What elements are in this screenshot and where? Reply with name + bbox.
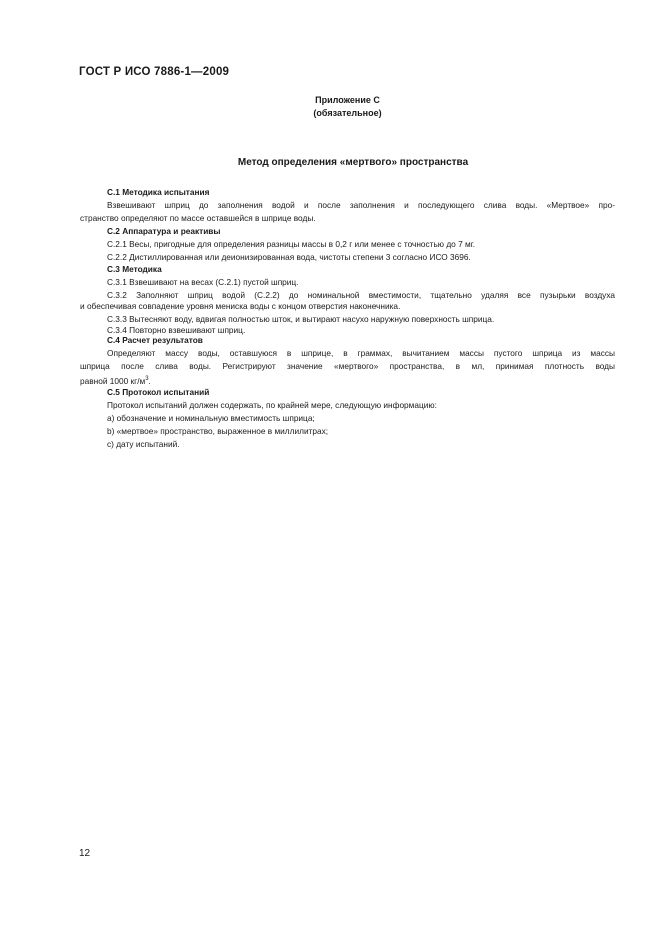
c5-item-a: а) обозначение и номинальную вместимость шприца; [107, 413, 315, 423]
section-heading-c1: С.1 Методика испытания [107, 187, 210, 197]
c2-item2: С.2.2 Дистиллированная или деионизированная вода, чистоты степени 3 согласно ИСО 3696. [107, 252, 471, 262]
page-number: 12 [79, 848, 91, 859]
section-heading-c4: С.4 Расчет результатов [107, 335, 203, 345]
appendix-status: (обязательное) [313, 108, 382, 118]
section-heading-c2: С.2 Аппаратура и реактивы [107, 226, 221, 236]
section-heading-c3: С.3 Методика [107, 264, 162, 274]
c3-item2-line2: и обеспечивая совпадение уровня мениска воды с концом отверстия наконечника. [80, 301, 401, 311]
c5-item-c: с) дату испытаний. [107, 439, 180, 449]
appendix-label: Приложение С [315, 95, 380, 105]
paragraph-line [80, 360, 615, 373]
c3-item1: С.3.1 Взвешивают на весах (С.2.1) пустой шприц. [107, 277, 299, 287]
c3-item3: С.3.3 Вытесняют воду, вдвигая полностью шток, и вытирают насухо наружную поверхность шприца. [107, 314, 495, 324]
page-title: Метод определения «мертвого» пространства [237, 157, 469, 168]
c5-item-b: b) «мертвое» пространство, выраженное в миллилитрах; [107, 426, 329, 436]
c5-intro: Протокол испытаний должен содержать, по крайней мере, следующую информацию: [107, 400, 437, 410]
c4-line3-end: . [148, 375, 151, 386]
c4-superscript: 3 [145, 376, 149, 382]
paragraph-line [107, 199, 615, 212]
c3-item4: С.3.4 Повторно взвешивают шприц. [107, 325, 246, 335]
c4-line1: Определяют массу воды, оставшуюся в шприце, в граммах, вычитанием массы пустого шприца из массы [107, 348, 615, 358]
document-header: ГОСТ Р ИСО 7886-1—2009 [79, 66, 230, 78]
c3-item2-line1: С.3.2 Заполняют шприц водой (С.2.2) до номинальной вместимости, тщательно удаляя все пузырьки воздуха [107, 290, 615, 300]
section-heading-c5: С.5 Протокол испытаний [107, 387, 210, 397]
c4-line2: шприца после слива воды. Регистрируют значение «мертвого» пространства, в мл, принимая плотность воды [80, 361, 615, 371]
c1-line1: Взвешивают шприц до заполнения водой и после заполнения и последующего слива воды. «Мертвое» про- [107, 200, 615, 210]
c4-line3-text: равной 1000 кг/м [80, 375, 146, 386]
c2-item1: С.2.1 Весы, пригодные для определения разницы массы в 0,2 г или менее с точностью до 7 мг. [107, 239, 476, 249]
c1-line2: странство определяют по массе оставшейся в шприце воды. [80, 213, 316, 223]
paragraph-line [107, 347, 615, 360]
